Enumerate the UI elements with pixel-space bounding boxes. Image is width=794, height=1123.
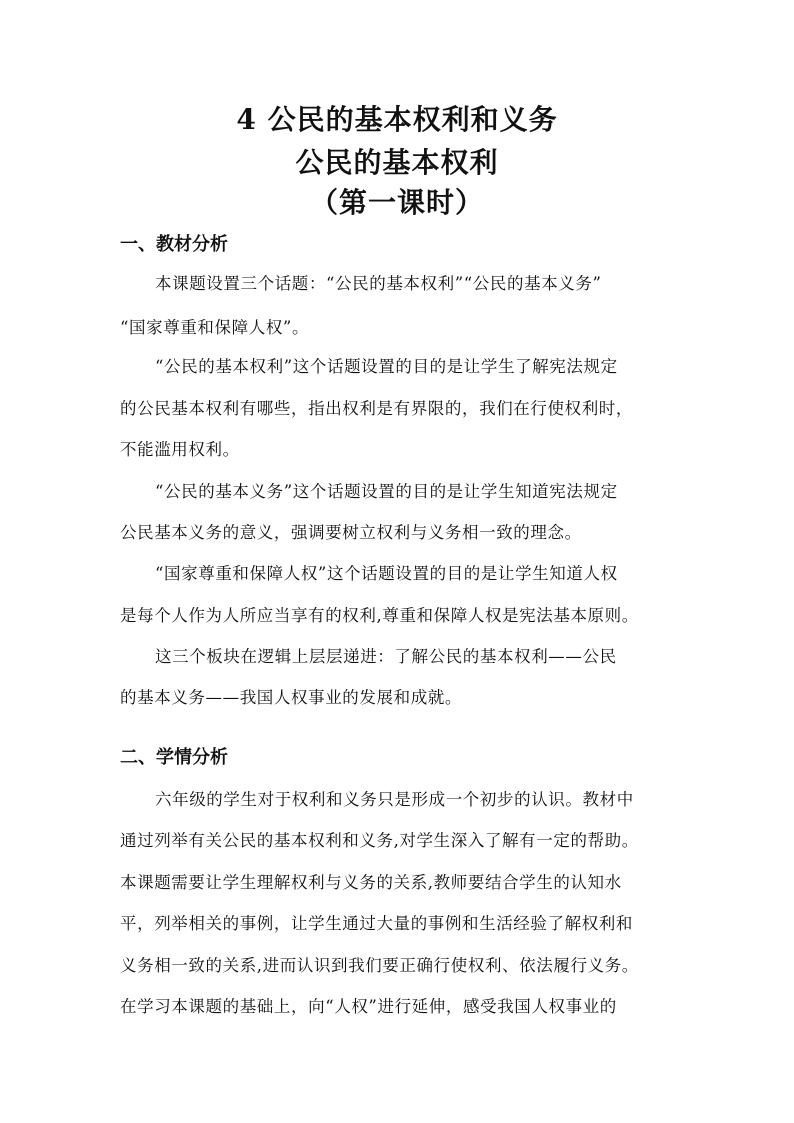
section-heading-textbook-analysis: 一、教材分析 <box>120 234 228 255</box>
paragraph-line: 公民基本义务的意义，强调要树立权利与义务相一致的理念。 <box>120 523 582 542</box>
lesson-period: （第一课时） <box>309 186 484 219</box>
paragraph-line: 平，列举相关的事例，让学生通过大量的事例和生活经验了解权利和 <box>120 914 633 933</box>
section-heading-student-analysis: 二、学情分析 <box>120 747 228 768</box>
paragraph-line: “公民的基本义务”这个话题设置的目的是让学生知道宪法规定 <box>155 482 618 501</box>
paragraph-line: 通过列举有关公民的基本权利和义务,对学生深入了解有一定的帮助。 <box>120 831 639 850</box>
paragraph-line: 的公民基本权利有哪些，指出权利是有界限的，我们在行使权利时， <box>120 399 633 418</box>
document-title: 4 公民的基本权利和义务 <box>236 103 558 136</box>
paragraph-line: 本课题需要让学生理解权利与义务的关系,教师要结合学生的认知水 <box>120 873 622 892</box>
paragraph-line: 在学习本课题的基础上，向“人权”进行延伸，感受我国人权事业的 <box>120 997 617 1016</box>
document-subtitle: 公民的基本权利 <box>295 146 499 179</box>
paragraph-line: “国家尊重和保障人权”这个话题设置的目的是让学生知道人权 <box>155 564 618 583</box>
paragraph-line: 是每个人作为人所应当享有的权利,尊重和保障人权是宪法基本原则。 <box>120 606 639 625</box>
paragraph-line: “国家尊重和保障人权”。 <box>120 318 310 337</box>
paragraph-line: 义务相一致的关系,进而认识到我们要正确行使权利、依法履行义务。 <box>120 956 639 975</box>
paragraph-line: 的基本义务——我国人权事业的发展和成就。 <box>120 688 462 707</box>
paragraph-line: “公民的基本权利”这个话题设置的目的是让学生了解宪法规定 <box>155 357 618 376</box>
paragraph-line: 本课题设置三个话题：“公民的基本权利”“公民的基本义务” <box>155 274 602 293</box>
paragraph-line: 这三个板块在逻辑上层层递进：了解公民的基本权利——公民 <box>155 647 617 666</box>
paragraph-line: 不能滥用权利。 <box>120 440 240 459</box>
paragraph-line: 六年级的学生对于权利和义务只是形成一个初步的认识。教材中 <box>155 790 634 809</box>
